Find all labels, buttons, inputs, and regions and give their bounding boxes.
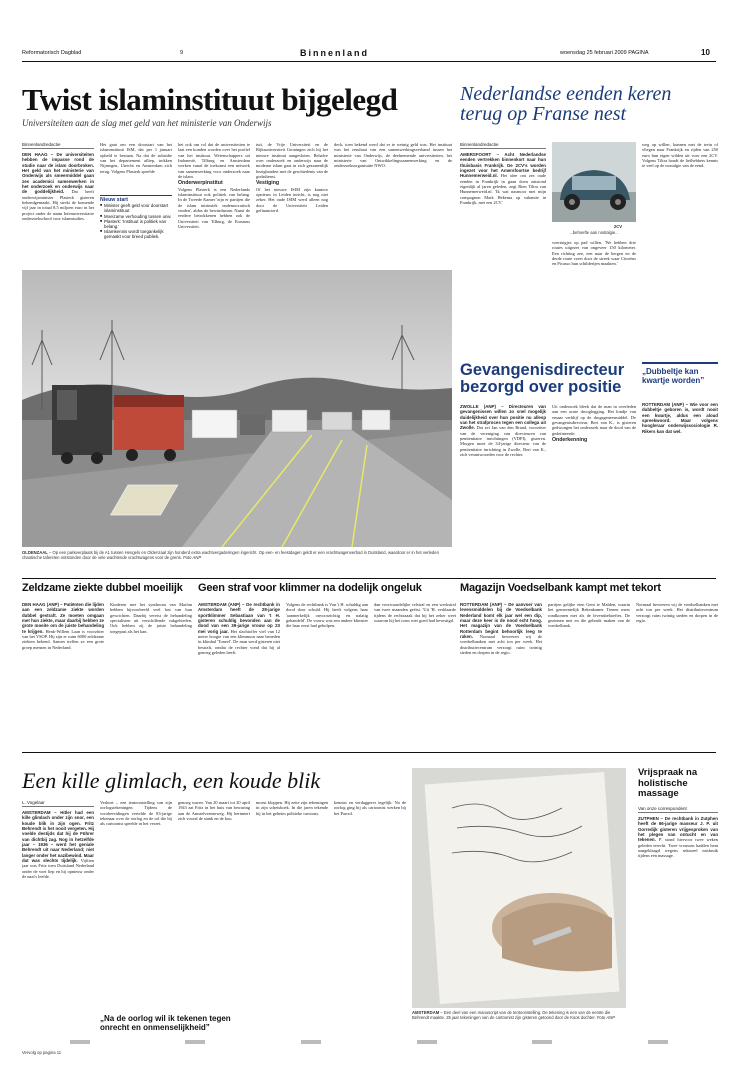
right-byline: Binnenlandredactie [460, 142, 546, 149]
manuscript-caption-label: AMSTERDAM [412, 1010, 440, 1015]
prison-headline: Gevangenisdirecteur bezorgd over positie [460, 361, 625, 396]
print-marks [22, 1040, 716, 1046]
foodbank-lead: ROTTERDAM (ANP) – De aanvoer van levensmiddelen bij de Voedselbank Nederland komt elk jaar wel een dip, maar deze keer is de nood echt hoog. Het magazijn van de Voedselbank Rotterdam begint behoorlijk leeg te raken. [460, 602, 542, 640]
fact-box-title: Nieuw start [100, 197, 128, 203]
main-col-4 [256, 142, 328, 266]
newspaper-name: Reformatorisch Dagblad [22, 50, 82, 56]
main-col3-rest: Volgens Plasterk is een Nederlands islaminstituut ook politiek van belang. In de Tweede Kamer 'zijn er partijen die de islam intrinsiek ondemocratisch vinden', aldus de bewindsman. Naast de eerdere betrokkenen hebben ook de Universiteit van Tilburg, de Erasmus Universiteit. [178, 186, 250, 230]
main-lead: DEN HAAG – De universiteiten hebben de impasse rond de studie naar de islam doorbroken. Het geld van het ministerie van Onderwijs als smeermiddel gaan zes academici samenwerken in het onderzoek en onderwijs naar de goddelijkheid. [22, 152, 94, 195]
caption-location: OLDENZAAL [22, 550, 48, 555]
page-number-right: 10 [701, 48, 710, 57]
bottom-col-5: kennist en verdaggerer tegelijk. Na de oorlog ging hij als cartoonist werken bij het Parool. [334, 800, 406, 816]
main-photo-caption [22, 550, 452, 560]
right-col-1 [460, 152, 546, 350]
manuscript-caption-text: – Een deel van een manuscript van de tentoonstelling. De tekening is een van de eerste die Behrendt maakte. 25 jaar tekeningen van de cartoonist zijn gisteren getoond door de Koos dochter. [412, 1010, 611, 1020]
print-mark [185, 1040, 205, 1044]
prison-col2-body: Uit onderzoek bleek dat de man in overleden aan een acute drooglegging. Het kindje van ernaar verblijf op de drugsgeneesmiddel. De gevangenisdirecteur, Bert van K., is gisteren gedwongen het onderzoek naar de dood van de gedetineerde. [552, 404, 636, 436]
fact-box [100, 195, 172, 265]
main-headline: Twist islaminstituut bijgelegd [22, 82, 398, 117]
main-col4-rest: Of het nieuwe ISIM zijn kantoor opnieuw in Leiden inricht, is nog niet zeker. Het oude ISIM werd alleen nog door de Universiteit Leiden gefinancierd. [256, 186, 328, 214]
2cv-photo [552, 142, 636, 222]
main-col4-subhead: Vestiging [256, 180, 280, 187]
right-headline: Nederlandse eenden keren terug op Franse nest [460, 83, 672, 125]
side-byline: Van onze correspondent [638, 806, 718, 813]
bottom-col1-body: Vijftien jaar was Fritz toen Duitsland Nederland onder de voet liep en hij opnieuw onder de nazi's leefde. [22, 858, 94, 880]
header-rule [22, 61, 716, 62]
bottom-col-4: moest kloppen. Hij zette zijn tekeningen in zijn schetsboek. In die jaren tekende hij in het geheim politieke cartoons. [256, 800, 328, 816]
bottom-headline: Een kille glimlach, een koude blik [22, 768, 321, 793]
photo-credit: Foto ANP [183, 555, 202, 560]
main-col-2: Het gaat om een doorstart van het islaminstituut ISM, dat per 1 januari opheld te bestaan. Na dat de subsidie van het departement afliep, trokken Nijmegen, Utrecht en Amsterdam zich terug. Volgens Plasterk speelde [100, 142, 172, 174]
foodbank-headline: Magazijn Voedselbank kampt met tekort [460, 582, 661, 594]
bottom-col-3: genoeg waren. Van 20 maart tot 20 april 1943 zat Fritz in het huis van bewaring aan de Amstelveenseweg. Hij herinnert zich vooral de stank en de kou. [178, 800, 250, 822]
main-deck: Universiteiten aan de slag met geld van het ministerie van Onderwijs [22, 118, 272, 128]
main-col3-subhead: Onderwerpinstitut [178, 180, 223, 187]
2cv-caption: ...behoefte aan nostalgie... [569, 230, 619, 235]
caption-text: – Op een parkeerplaats bij de A1 tussen Hengelo en Oldenzaal zijn honderd extra wachtvergaderingen ingericht. Op een- en feestdagen geldt er een vrachtwagenverbod in Duitsland, waardoor er in het verleden chaotische taferelen ontstonden door de vele wachtende vrachtwagens voor de grens. [22, 550, 439, 560]
prison-subhead: Onderkenning [552, 437, 588, 444]
side-lead: ZUTPHEN – De rechtbank in Zutphen heeft de 66-jarige masseur J. P. uit Gorredijk gisteren vrijgesproken van het plegen van ontucht en van tekenen. [638, 816, 718, 843]
fact-item: ■ Plasterk: 'Instituut is politiek van belang.' [100, 219, 172, 229]
section-rule-2 [22, 752, 716, 753]
main-col3-body: het ook om rol dat de universiteiten te laat een konden worden over het profiel van het instituut. Wetenschappers uit Indonesië, Tilburg en Amsterdam werken vanaf de toekomst een netwerk van samenwerking voor onderzoek naar de islam. [178, 142, 250, 180]
foodbank-col-3: Normaal beweeren wij de voedselbanken met acht ton per week. Het distributiecentrum verzorgt ruim twintig steden en dorpen in de regio. [636, 602, 718, 624]
climber-lead: AMSTERDAM (ANP) – De rechtbank in Amsterdam heeft de 28-jarige sportklimmer Sebastiaan van 't H. gisteren schuldig bevonden aan de dood van een 39-jarige vrouw op 23 mei vorig jaar. [198, 602, 280, 634]
right-col-3: weg op willen, kunnen met de trein of vliegen naar Frankrijk en rijden van 250 euro hun eigen wilden uit voor een 2CV. Volgens Tiltra houdt de liefhebbers kennis te veel op de nostalgie van de eend. [642, 142, 718, 169]
rare-disease-col-1 [22, 602, 104, 742]
print-mark [417, 1040, 437, 1044]
climber-headline: Geen straf voor klimmer na dodelijk ongeluk [198, 582, 422, 594]
kwartje-body: ROTTERDAM (ANP) – Wie voor een dubbeltje geboren is, wordt nooit een kwartje, aldus een aloud spreekwoord. Maar volgens hoogleraar onderwijssociologie R. Rikers kan dat wel. [642, 402, 718, 434]
bottom-col-1 [22, 810, 94, 1010]
foodbank-col1-body: Normaal beweeren wij de voedselbanken met acht ton per week. Het distributiecentrum verzorgt ruim twintig steden en dorpen in de regio. [460, 634, 542, 656]
2cv-caption-title [600, 224, 636, 229]
rare-disease-headline: Zeldzame ziekte dubbel moeilijk [22, 582, 183, 594]
right-lead: AMERSFOORT – Acht Nederlandse eenden vertrekken binnenkort naar hun thuisbasis Frankrijk. De 2CV's worden ingezet voor het Amersfoortse bedrijf Hunnemerweid.nl. [460, 152, 546, 179]
print-mark [532, 1040, 552, 1044]
climber-col-2: Volgens de rechtbank is Van 't H. schuldig aan dood door schuld. Hij heeft volgens haar 'aanmerkelijk onvoorzichtig en nalatig gehandeld'. De vrouw was een andere klimster die haar eerst had geholpen. [286, 602, 368, 629]
side-body: P. stond hiervoor twee weken geleden terecht. Twee vrouwen hadden hem aangeklaagd wegens seksueel misbruik tijdens een massage. [638, 837, 718, 859]
print-mark [648, 1040, 668, 1044]
page-number-left: 9 [180, 50, 184, 56]
fact-item: ■ Minister geeft geld voor doorstart islaminstituut [100, 203, 172, 213]
date-line: woensdag 25 februari 2009 PAGINA [560, 50, 649, 56]
2cv-caption-label: 2CV [613, 224, 623, 229]
main-col-3 [178, 142, 250, 266]
kwartje-col [642, 402, 718, 550]
rare-disease-col-2: Kinderen met het syndroom van Marfan hebben bijvoorbeeld veel last van hun gewrichten. Daarbij vereist de behandeling specialisten uit verschillende vakgebieden. Ook hebben zij de juiste behandeling toegepast als het kan. [110, 602, 192, 634]
prison-col-2 [552, 404, 636, 550]
prison-col-1 [460, 404, 546, 550]
side-col [638, 816, 718, 1016]
print-mark [70, 1040, 90, 1044]
section-name: Binnenland [300, 48, 369, 58]
trucks-photo [22, 270, 452, 547]
print-mark [301, 1040, 321, 1044]
side-headline: Vrijspraak na holistische massage [638, 767, 698, 799]
bottom-pull-quote: „Na de oorlog wil ik tekenen tegen onrecht en onmenselijkheid” [100, 1014, 231, 1032]
right-col-2: voertuigjes op pad willen. 'We hebben drie routes uitgezet van ongeveer 150 kilometer. Een richting zee, een naar de bergen en de derde route voert door de streek waar Citroëns en Picasso hun schilderijen maakten.' [552, 240, 636, 267]
main-col4-body: tuit, de Vrije Universiteit en de Rijksuniversiteit Groningen zich bij het nieuwe instituut aangesloten. Behalve over onderzoek en onderwijs naar de moderne islam gaat in zich gezamenlijk bezighouden met de geschiedenis van de godsdienst. [256, 142, 328, 180]
climber-col-3: dan voorwaardelijke celstraf en een werkstraf van twee maanden geëist. 'Uit 'H. verklaarde tijdens de rechtszaak dat hij het zeker weet waarom hij het touw niet goed had bevestigd. [374, 602, 456, 624]
right-col1-body: Het idee om zes oude eenden in Frankrijk in gaan doen ontstond eigenlijk al jaren geleden, zegt Rien Tiltra van Hunnemerweid.nl. 'Ik wat nasmoor met mijn compagnon Mark Hekema op vakantie in Frankrijk, met een 2CV.' [460, 173, 546, 206]
fact-item: ■ Islamkennis wordt toegankelijk gemaakt voor breed publiek. [100, 229, 172, 239]
foodbank-col-2: partijen gelijke eten Gent te Malden, waarin het gemeentelijk Rekenkamer Tienen meer rondkomen met als de levensbehoeftes. De gezinnen met en die gebruik maken van de voedselbank. [548, 602, 630, 629]
foodbank-col-1 [460, 602, 542, 742]
section-rule [22, 578, 716, 579]
rare-disease-body: Henk-Willem Laan is voorzitter van het VSOP. Hij zijn er ruim 6000 zeldzame ziekten bekend. Samen treffen ze een grote groep mensen in Nederland. [22, 628, 104, 650]
manuscript-photo [412, 768, 626, 1008]
bottom-col-2: Verhoet – een tentoonstelling van zijn oorlogstekeningen. Tijdens de voorbereidingen vertelde de 83-jarige tekenaar over de oorlog en de rol die hij als cartoonist speelde in het verzet. [100, 800, 172, 827]
fact-item: ■ Moeizame verhouding tussen univ. [100, 214, 172, 219]
continuation-note: Vervolg op pagina 11 [22, 1050, 62, 1055]
pull-quote-kwartje: „Dubbeltje kan kwartje worden” [642, 362, 718, 385]
bottom-byline: L. Vogelaar [22, 800, 94, 807]
main-col-5: deck, toen bekend werd dat er te weinig geld was. Het instituut was het resultaat van een samenwerkingsverband tussen het ministerie van Onderwijs, de deelnemende universiteiten, het ministerie van Ontwikkelingssamenwerking en de onderzoeksorganisatie NWO. [334, 142, 452, 169]
prison-col1-body: Dat zei Jan van den Brand, voorzitter van de vereniging van directeuren van penitentiaire inrichtingen (VDPI), gisteren. Morgen moet de 34-jarige directeur van de penitentiaire inrichting in Zwolle, Bert van K., zich verantwoorden voor de rechter. [460, 425, 546, 458]
bottom-lead: AMSTERDAM – Hitler had een kille glimlach onder zijn snor, een koude blik in zijn ogen. Fritz Behrendt is het nooit vergeten. Hij voelde destijds dat hij de Führer van dichtbij zag. Nog in hetzelfde jaar – 1936 – werd het geniale Behrendt uit naar Nederland; niet langer onder het nazibewind. Maar dat was slechts tijdelijk. [22, 810, 94, 864]
rare-disease-lead: DEN HAAG (ANP) – Patiënten die lijden aan een zeldzame ziekte worden dubbel gestraft. Ze moeten omgaan met hun ziekte, maar daarbij hebben ze grote moeite om de juiste behandeling te krijgen. [22, 602, 104, 634]
main-col-1 [22, 152, 94, 264]
manuscript-caption [412, 1010, 626, 1020]
manuscript-photo-credit: Foto ANP [596, 1015, 615, 1020]
main-byline: Binnenlandredactie [22, 142, 94, 149]
prison-lead: ZWOLLE (ANP) – Directeuren van gevangenissen willen zo snel mogelijk duidelijkheid over hun positie nu allesp van het strafproces tegen een collega uit Zwolle. [460, 404, 546, 431]
climber-col-1 [198, 602, 280, 742]
main-col1-body: Dat heeft onderwijsminister Plasterk gisteren bekendgemaakt. Hij strekt de komende vijf jaar in totaal 8,5 miljoen euro in het project onder de naam Interuniversitaire onderzoekschool voor islamstudies. [22, 189, 94, 222]
climber-col1-body: Het slachtoffer viel van 12 meter hoogte van een klimmuur naar beneden in klimhal 'Toneel'. De man werd gisteren niet bestraft, omdat de rechter vond dat hij al genoeg geleden heeft. [198, 628, 280, 656]
